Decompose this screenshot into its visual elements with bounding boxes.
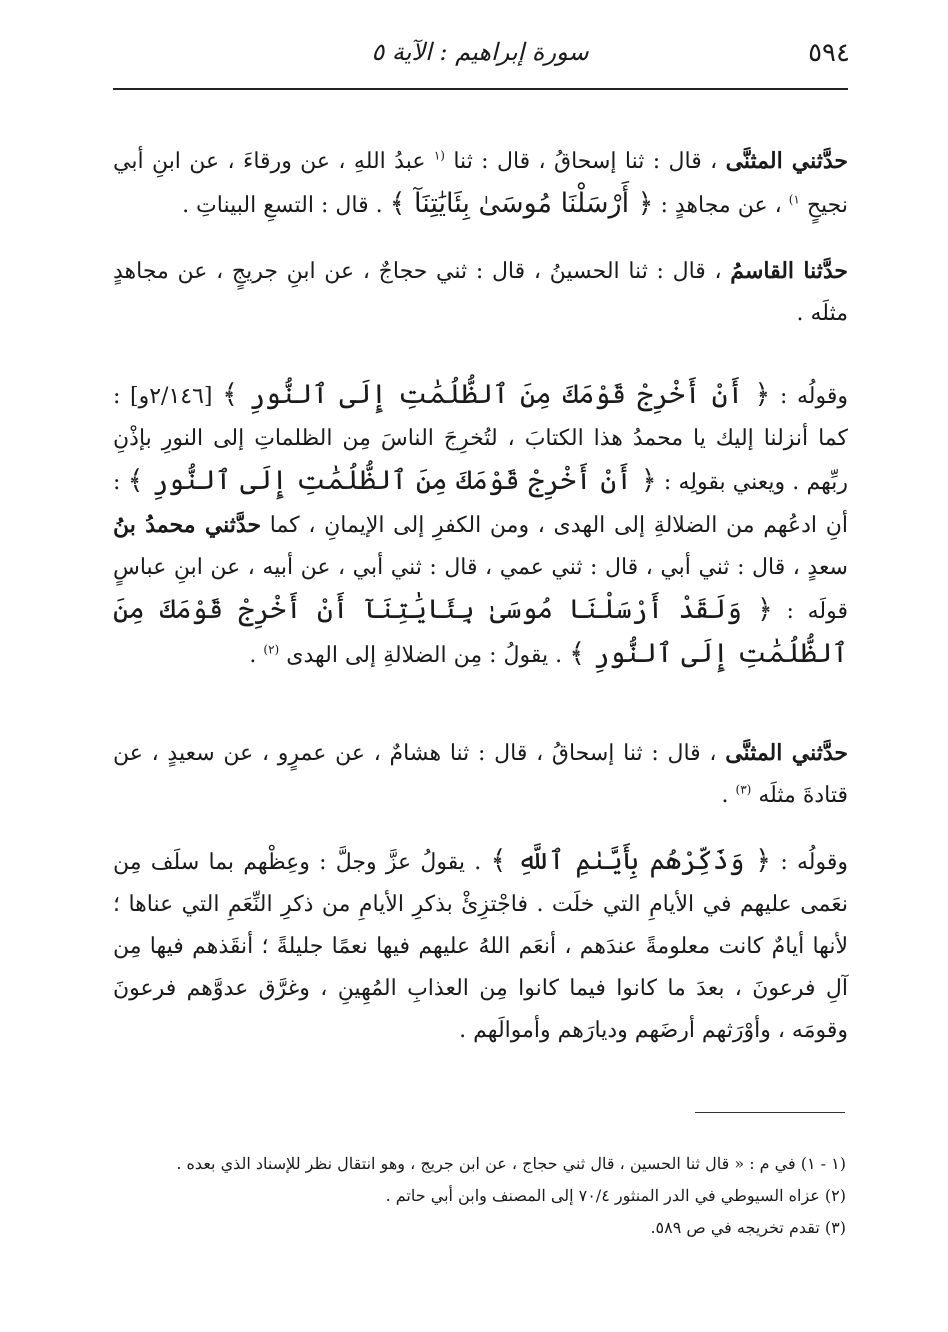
page-number: ٥٩٤	[808, 38, 850, 68]
text-run: ، قال : ثنا إسحاقُ ، قال : ثنا هشامٌ ، عن عمرٍو ، عن سعيدٍ ، عن قتادةَ مثلَه	[113, 741, 848, 808]
quran-quote: ﴿ وَلَقَدْ أَرْسَلْنَا مُوسَىٰ بِئَايَٰتِنَآ أَنْ أَخْرِجْ قَوْمَكَ مِنَ ٱلظُّلُمَٰتِ إِلَى ٱلنُّورِ ﴾	[113, 594, 848, 669]
isnad-lead: حدَّثنا القاسمُ	[730, 258, 848, 284]
quran-quote: ﴿ أَرْسَلْنَا مُوسَىٰ بِئَايَٰتِنَآ ﴾	[389, 188, 654, 219]
text-run: وقولُه :	[771, 850, 848, 875]
footnote: (٣) تقدم تخريجه في ص ٥٨٩.	[650, 1218, 846, 1237]
text-run: عبدُ اللهِ ، عن ورقاءَ ، عن ابنِ أبي نجيحٍ	[113, 149, 848, 218]
text-run: ، قال : ثنا إسحاقُ ، قال : ثنا	[444, 149, 726, 174]
footnote: (١ - ١) في م : « قال ثنا الحسين ، قال ثني حجاج ، عن ابن جريج ، وهو انتقال نظر للإسناد الذي بعده .	[176, 1154, 846, 1173]
text-run: . يقولُ : مِن الضلالةِ إلى الهدى	[279, 643, 570, 668]
text-run: ، عن مجاهدٍ :	[653, 193, 789, 218]
quran-quote: ﴿ أَنْ أَخْرِجْ قَوْمَكَ مِنَ ٱلظُّلُمَٰتِ إِلَى ٱلنُّورِ ﴾	[222, 379, 771, 410]
text-run: ، قال : ثنا الحسينُ ، قال : ثني حجاجٌ ، عن ابنِ جريجٍ ، عن مجاهدٍ مثلَه .	[113, 259, 848, 326]
footnote-ref: (٣)	[735, 782, 752, 797]
text-run: [٢/١٤٦و] : كما أنزلنا إليك يا محمدُ هذا الكتابَ ، لتُخرِجَ الناسَ مِن الظلماتِ إلى النورِ بإذْنِ ربِّهم . ويعني بقولِه :	[113, 384, 849, 495]
text-run: سعدٍ ، قال : ثني أبي ، قال : ثني عمي ، قال : ثني أبي ، عن أبيه ، عن ابنِ عباسٍ قولَه :	[113, 555, 849, 624]
isnad-lead: حدَّثني المثنَّى	[725, 148, 848, 174]
text-run: : أنِ ادعُهم من الضلالةِ إلى الهدى ، ومن الكفرِ إلى الإيمانِ ، كما	[113, 470, 849, 538]
text-run: .	[249, 643, 264, 668]
footnote-ref: (١	[433, 148, 445, 163]
paragraph	[113, 374, 848, 677]
isnad-lead: حدَّثني محمدُ بنُ	[113, 512, 262, 538]
paragraph	[113, 140, 848, 227]
paragraph	[113, 840, 848, 1052]
text-run: . يقولُ عزَّ وجلَّ : وعِظْهم بما سلَف مِن نعَمى عليهم في الأيامِ التي خلَت . فاجْتزِئْ بذكرِ الأيامِ من ذكرِ النِّعَمِ التي عناها ؛ لأنها أيامٌ كانت معلومةً عندَهم ، أنعَم اللهُ عليهم فيها نعمًا جليلةً ؛ أنقَذهم فيها مِن آلِ فرعونَ ، بعدَ ما كانوا فيما كانوا مِن العذابِ المُهِينِ ، وغرَّق عدوَّهم فرعونَ وقومَه ، وأوْرَثهم أرضَهم وديارَهم وأموالَهم .	[113, 850, 848, 1043]
quran-quote: ﴿ وَذَكِّرْهُم بِأَيَّىٰمِ ٱللَّهِ ﴾	[490, 845, 772, 876]
isnad-lead: حدَّثني المثنَّى	[725, 740, 849, 766]
running-head: سورة إبراهيم : الآية ٥	[371, 38, 589, 66]
footnote: (٢) عزاه السيوطي في الدر المنثور ٧٠/٤ إلى المصنف وابن أبي حاتم .	[385, 1186, 846, 1205]
footnote-ref: ١)	[788, 192, 800, 207]
page-header	[110, 38, 850, 82]
header-rule	[113, 88, 848, 90]
footnotes	[113, 1148, 846, 1244]
footnote-ref: (٢)	[263, 642, 280, 657]
paragraph	[113, 732, 848, 817]
footnote-rule	[695, 1112, 845, 1113]
quran-quote: ﴿ أَنْ أَخْرِجْ قَوْمَكَ مِنَ ٱلظُّلُمَٰتِ إِلَى ٱلنُّورِ ﴾	[127, 465, 657, 496]
text-run: . قال : التسعِ البيناتِ .	[182, 193, 390, 218]
text-run: وقولُه :	[770, 384, 849, 409]
paragraph	[113, 250, 848, 335]
text-run: .	[721, 783, 736, 808]
